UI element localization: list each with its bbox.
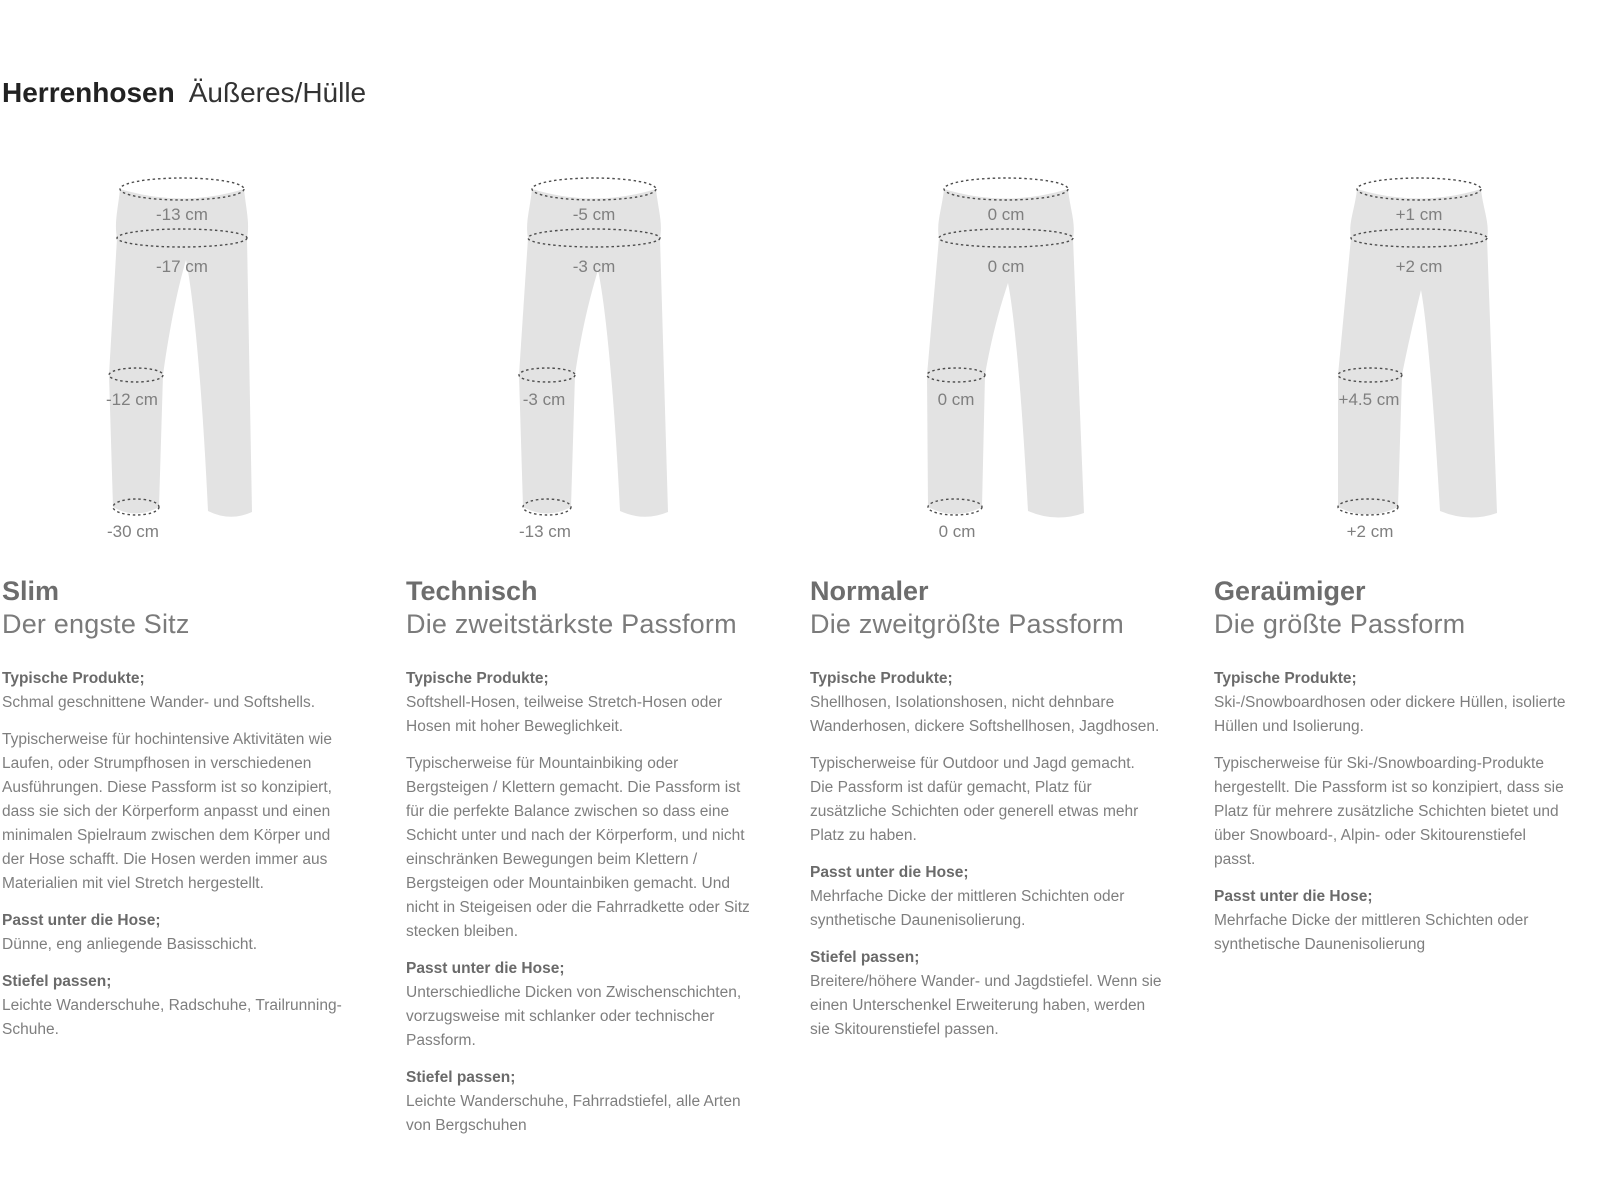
hem-measurement: -13 cm <box>519 522 571 541</box>
section-label: Typische Produkte; <box>2 670 145 687</box>
hem-measurement: -30 cm <box>107 522 159 541</box>
section-label: Passt unter die Hose; <box>1214 888 1373 905</box>
fit-section-passt-unter-die-hose <box>1214 885 1566 957</box>
hip-measurement: -3 cm <box>572 257 616 276</box>
waist-measurement: 0 cm <box>987 205 1025 224</box>
fit-section-description <box>810 752 1162 848</box>
fit-section-passt-unter-die-hose <box>810 861 1162 933</box>
hip-measurement: 0 cm <box>987 257 1025 276</box>
pants-figure-normaler <box>876 175 1136 550</box>
fit-tagline: Der engste Sitz <box>2 609 190 639</box>
section-text: Schmal geschnittene Wander- und Softshells. <box>2 694 316 711</box>
section-label: Passt unter die Hose; <box>810 864 969 881</box>
pants-illustration <box>52 175 312 550</box>
section-text: Softshell-Hosen, teilweise Stretch-Hosen oder Hosen mit hoher Beweglichkeit. <box>406 694 723 735</box>
fit-section-stiefel-passen <box>810 946 1162 1042</box>
section-label: Typische Produkte; <box>1214 670 1357 687</box>
section-text: Typischerweise für Mountainbiking oder Bergsteigen / Klettern gemacht. Die Passform ist für die perfekte Balance zwischen so dass eine Schicht unter und nach der Körperform, und nicht einschränken Bewegungen beim Klettern / Bergsteigen oder Mountainbiken gemacht. Und nicht in Steigeisen oder die Fahrradkette oder Sitz stecken bleiben. <box>406 755 750 940</box>
knee-measurement: 0 cm <box>937 390 975 409</box>
pants-figure-slim <box>52 175 312 550</box>
fit-section-typische-produkte <box>810 667 1162 739</box>
section-text: Dünne, eng anliegende Basisschicht. <box>2 936 258 953</box>
section-text: Breitere/höhere Wander- und Jagdstiefel. Wenn sie einen Unterschenkel Erweiterung haben, werden sie Skitourenstiefel passen. <box>810 973 1162 1038</box>
knee-measurement: -12 cm <box>106 390 158 409</box>
hem-measurement: 0 cm <box>938 522 976 541</box>
fit-section-passt-unter-die-hose <box>406 957 758 1053</box>
section-text: Leichte Wanderschuhe, Fahrradstiefel, alle Arten von Bergschuhen <box>406 1093 741 1134</box>
section-label: Passt unter die Hose; <box>406 960 565 977</box>
fit-section-description <box>1214 752 1566 872</box>
pants-silhouette <box>1338 189 1497 518</box>
pants-silhouette <box>519 189 668 517</box>
fit-name: Technisch <box>406 576 538 606</box>
pants-figure-technisch <box>464 175 724 550</box>
section-label: Stiefel passen; <box>2 973 112 990</box>
fit-section-description <box>2 728 354 896</box>
section-label: Passt unter die Hose; <box>2 912 161 929</box>
pants-silhouette <box>109 189 252 517</box>
section-label: Typische Produkte; <box>810 670 953 687</box>
hip-measurement: -17 cm <box>156 257 208 276</box>
fit-name: Normaler <box>810 576 929 606</box>
hem-measurement: +2 cm <box>1346 522 1394 541</box>
waist-measurement: -5 cm <box>572 205 616 224</box>
section-label: Stiefel passen; <box>810 949 920 966</box>
fit-column-slim <box>2 566 354 1138</box>
section-text: Typischerweise für hochintensive Aktivitäten wie Laufen, oder Strumpfhosen in verschiedenen Ausführungen. Diese Passform ist so konzipiert, dass sie sich der Körperform anpasst und einen minimalen Spielraum zwischen dem Körper und der Hose schafft. Die Hosen werden immer aus Materialien mit viel Stretch hergestellt. <box>2 731 332 892</box>
fit-section-description <box>406 752 758 944</box>
section-text: Leichte Wanderschuhe, Radschuhe, Trailrunning-Schuhe. <box>2 997 342 1038</box>
waist-measurement: -13 cm <box>156 205 208 224</box>
fit-section-stiefel-passen <box>2 970 354 1042</box>
page-title <box>2 78 366 108</box>
pants-figure-geraumiger <box>1289 175 1549 550</box>
section-label: Stiefel passen; <box>406 1069 516 1086</box>
section-text: Shellhosen, Isolationshosen, nicht dehnbare Wanderhosen, dickere Softshellhosen, Jagdhosen. <box>810 694 1160 735</box>
section-text: Mehrfache Dicke der mittleren Schichten oder synthetische Daunenisolierung. <box>810 888 1125 929</box>
fit-column-normaler <box>810 566 1162 1138</box>
fit-name: Geraümiger <box>1214 576 1366 606</box>
pants-illustration <box>1289 175 1549 550</box>
pants-illustration <box>464 175 724 550</box>
fit-section-stiefel-passen <box>406 1066 758 1138</box>
fit-tagline: Die zweitgrößte Passform <box>810 609 1124 639</box>
page-title-category: Herrenhosen <box>2 77 175 108</box>
section-label: Typische Produkte; <box>406 670 549 687</box>
fit-tagline: Die zweitstärkste Passform <box>406 609 737 639</box>
fit-descriptions <box>2 566 1567 1138</box>
fit-section-typische-produkte <box>1214 667 1566 739</box>
pants-silhouette <box>927 189 1084 518</box>
section-text: Mehrfache Dicke der mittleren Schichten oder synthetische Daunenisolierung <box>1214 912 1529 953</box>
waist-measurement: +1 cm <box>1395 205 1443 224</box>
page-title-subject: Äußeres/Hülle <box>188 77 367 108</box>
fit-column-technisch <box>406 566 758 1138</box>
section-text: Typischerweise für Ski-/Snowboarding-Produkte hergestellt. Die Passform ist so konzipiert, dass sie Platz für mehrere zusätzliche Schichten bietet und über Snowboard-, Alpin- oder Skitourenstiefel passt. <box>1214 755 1564 868</box>
fit-name: Slim <box>2 576 60 606</box>
hip-measurement: +2 cm <box>1395 257 1443 276</box>
section-text: Unterschiedliche Dicken von Zwischenschichten, vorzugsweise mit schlanker oder technischer Passform. <box>406 984 742 1049</box>
fit-column-geraumiger <box>1214 566 1566 1138</box>
fit-section-typische-produkte <box>2 667 354 715</box>
fit-section-passt-unter-die-hose <box>2 909 354 957</box>
section-text: Ski-/Snowboardhosen oder dickere Hüllen, isolierte Hüllen und Isolierung. <box>1214 694 1566 735</box>
fit-tagline: Die größte Passform <box>1214 609 1466 639</box>
knee-measurement: -3 cm <box>522 390 566 409</box>
pants-illustration <box>876 175 1136 550</box>
knee-measurement: +4.5 cm <box>1338 390 1400 409</box>
section-text: Typischerweise für Outdoor und Jagd gemacht. Die Passform ist dafür gemacht, Platz für zusätzliche Schichten oder generell etwas mehr Platz zu haben. <box>810 755 1139 844</box>
fit-section-typische-produkte <box>406 667 758 739</box>
